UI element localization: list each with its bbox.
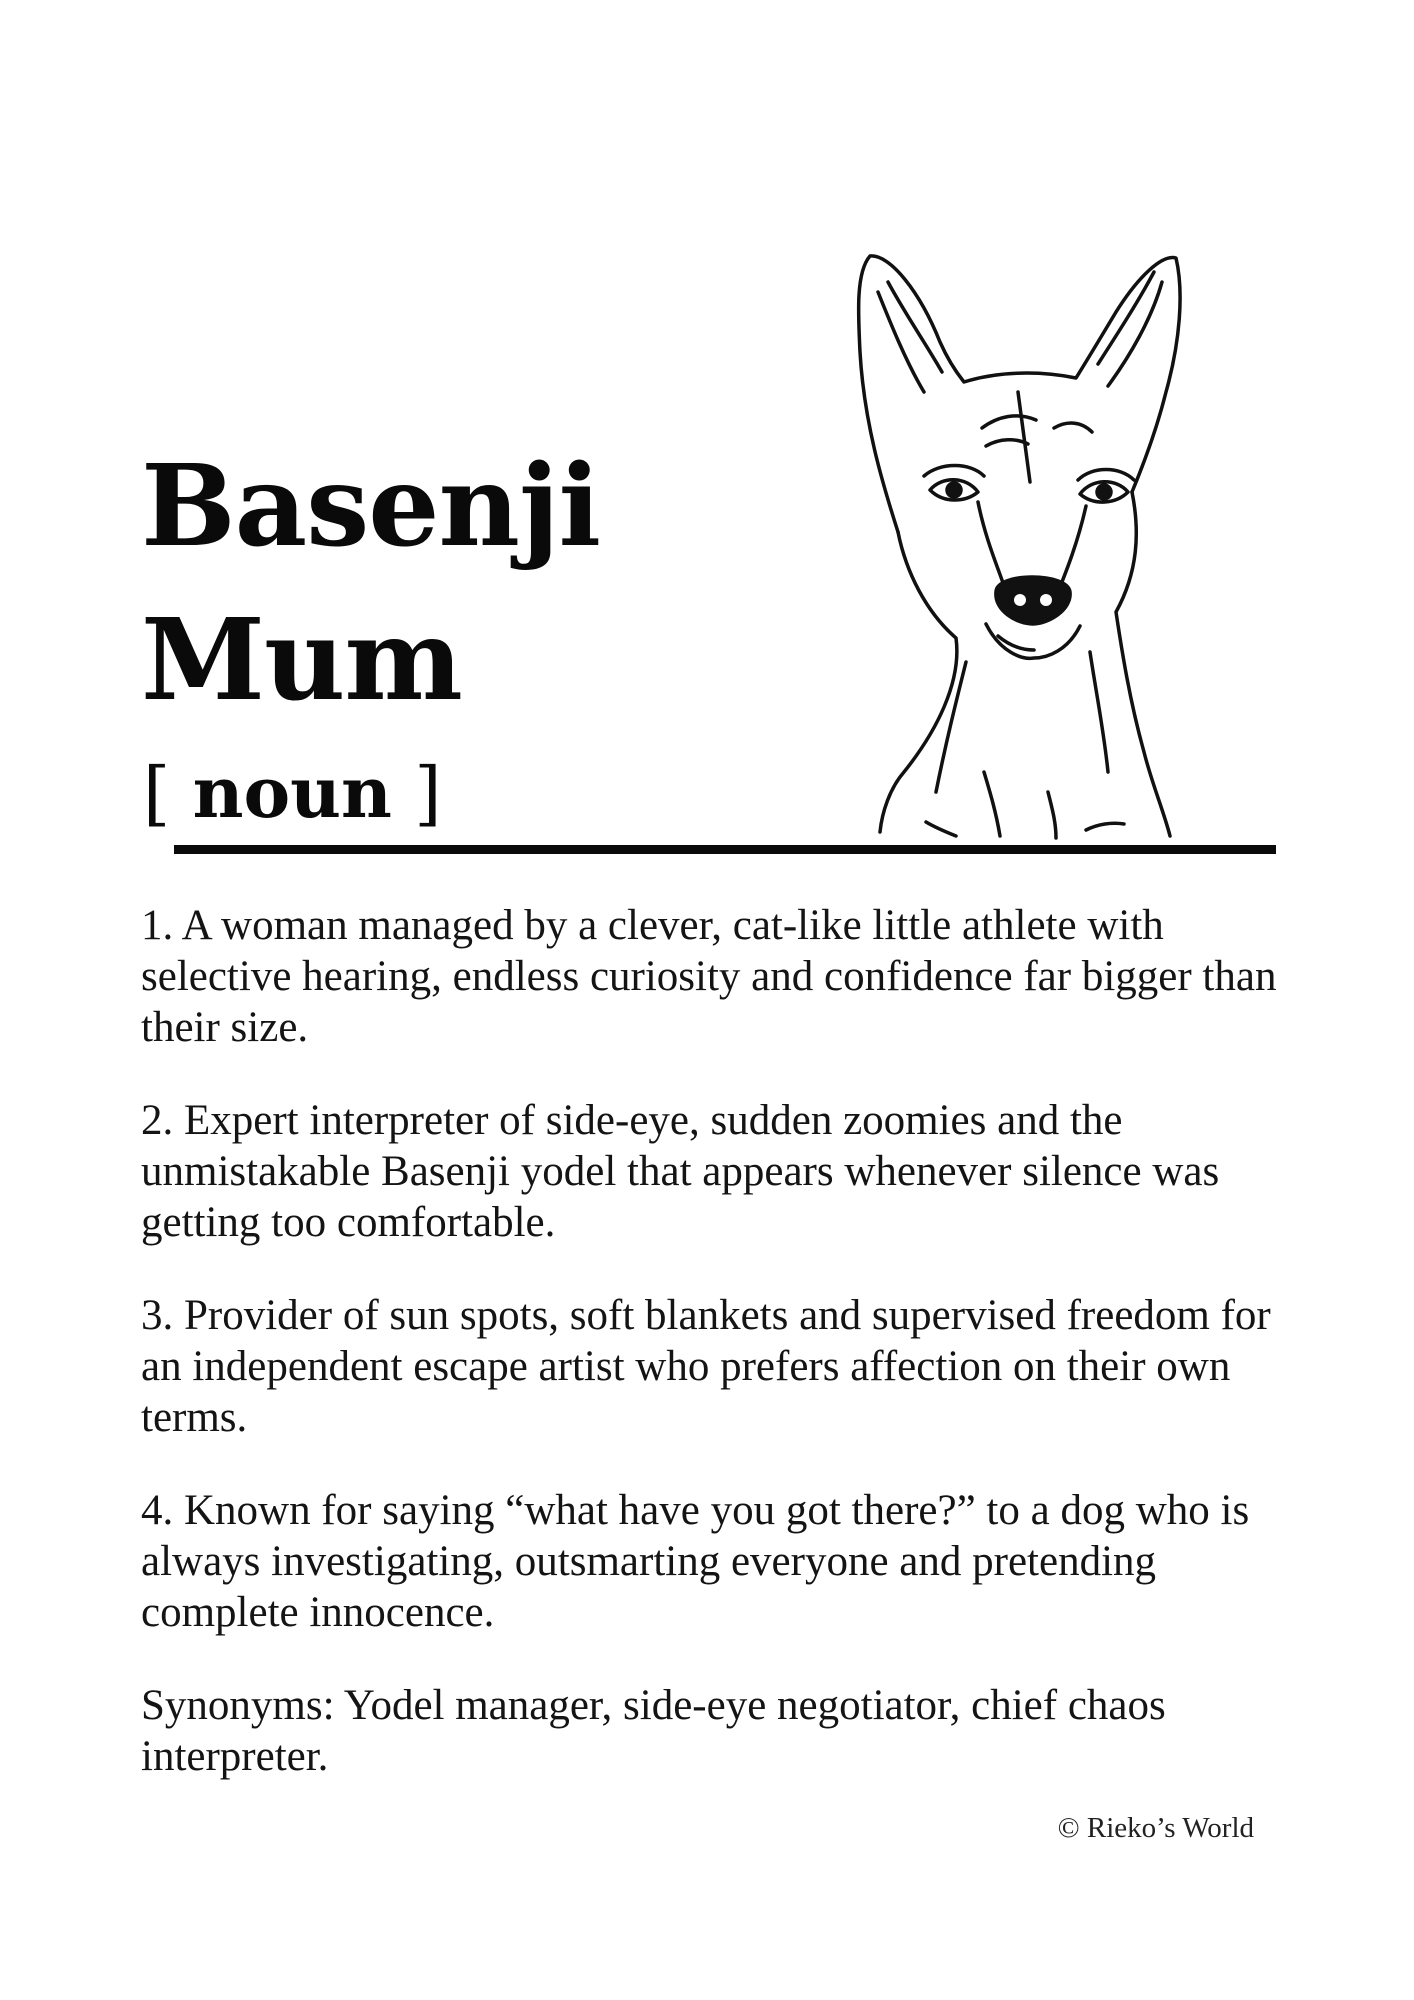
definition-2: 2. Expert interpreter of side-eye, sudden zoomies and the unmistakable Basenji yodel that appears whenever silence was getting too comfortable. — [141, 1097, 1220, 1246]
copyright-credit: © Rieko’s World — [1057, 1812, 1254, 1844]
page-title — [141, 430, 600, 738]
definitions — [141, 900, 1291, 1824]
pos-close-bracket: ] — [414, 752, 442, 834]
definition-4: 4. Known for saying “what have you got there?” to a dog who is always investigating, outsmarting everyone and pretending complete innocence. — [141, 1487, 1250, 1636]
title-line-1: Basenji — [141, 441, 601, 572]
synonyms: Synonyms: Yodel manager, side-eye negotiator, chief chaos interpreter. — [141, 1682, 1166, 1780]
pos-open-bracket: [ — [143, 752, 171, 834]
definition-3: 3. Provider of sun spots, soft blankets and supervised freedom for an independent escape artist who prefers affection on their own terms. — [141, 1292, 1271, 1441]
definition-1: 1. A woman managed by a clever, cat-like little athlete with selective hearing, endless curiosity and confidence far bigger than their size. — [141, 902, 1277, 1051]
divider-rule — [174, 845, 1276, 854]
basenji-dog-portrait-icon — [786, 232, 1276, 850]
pos-word: noun — [192, 751, 392, 834]
title-line-2: Mum — [141, 595, 462, 726]
part-of-speech — [143, 748, 442, 838]
